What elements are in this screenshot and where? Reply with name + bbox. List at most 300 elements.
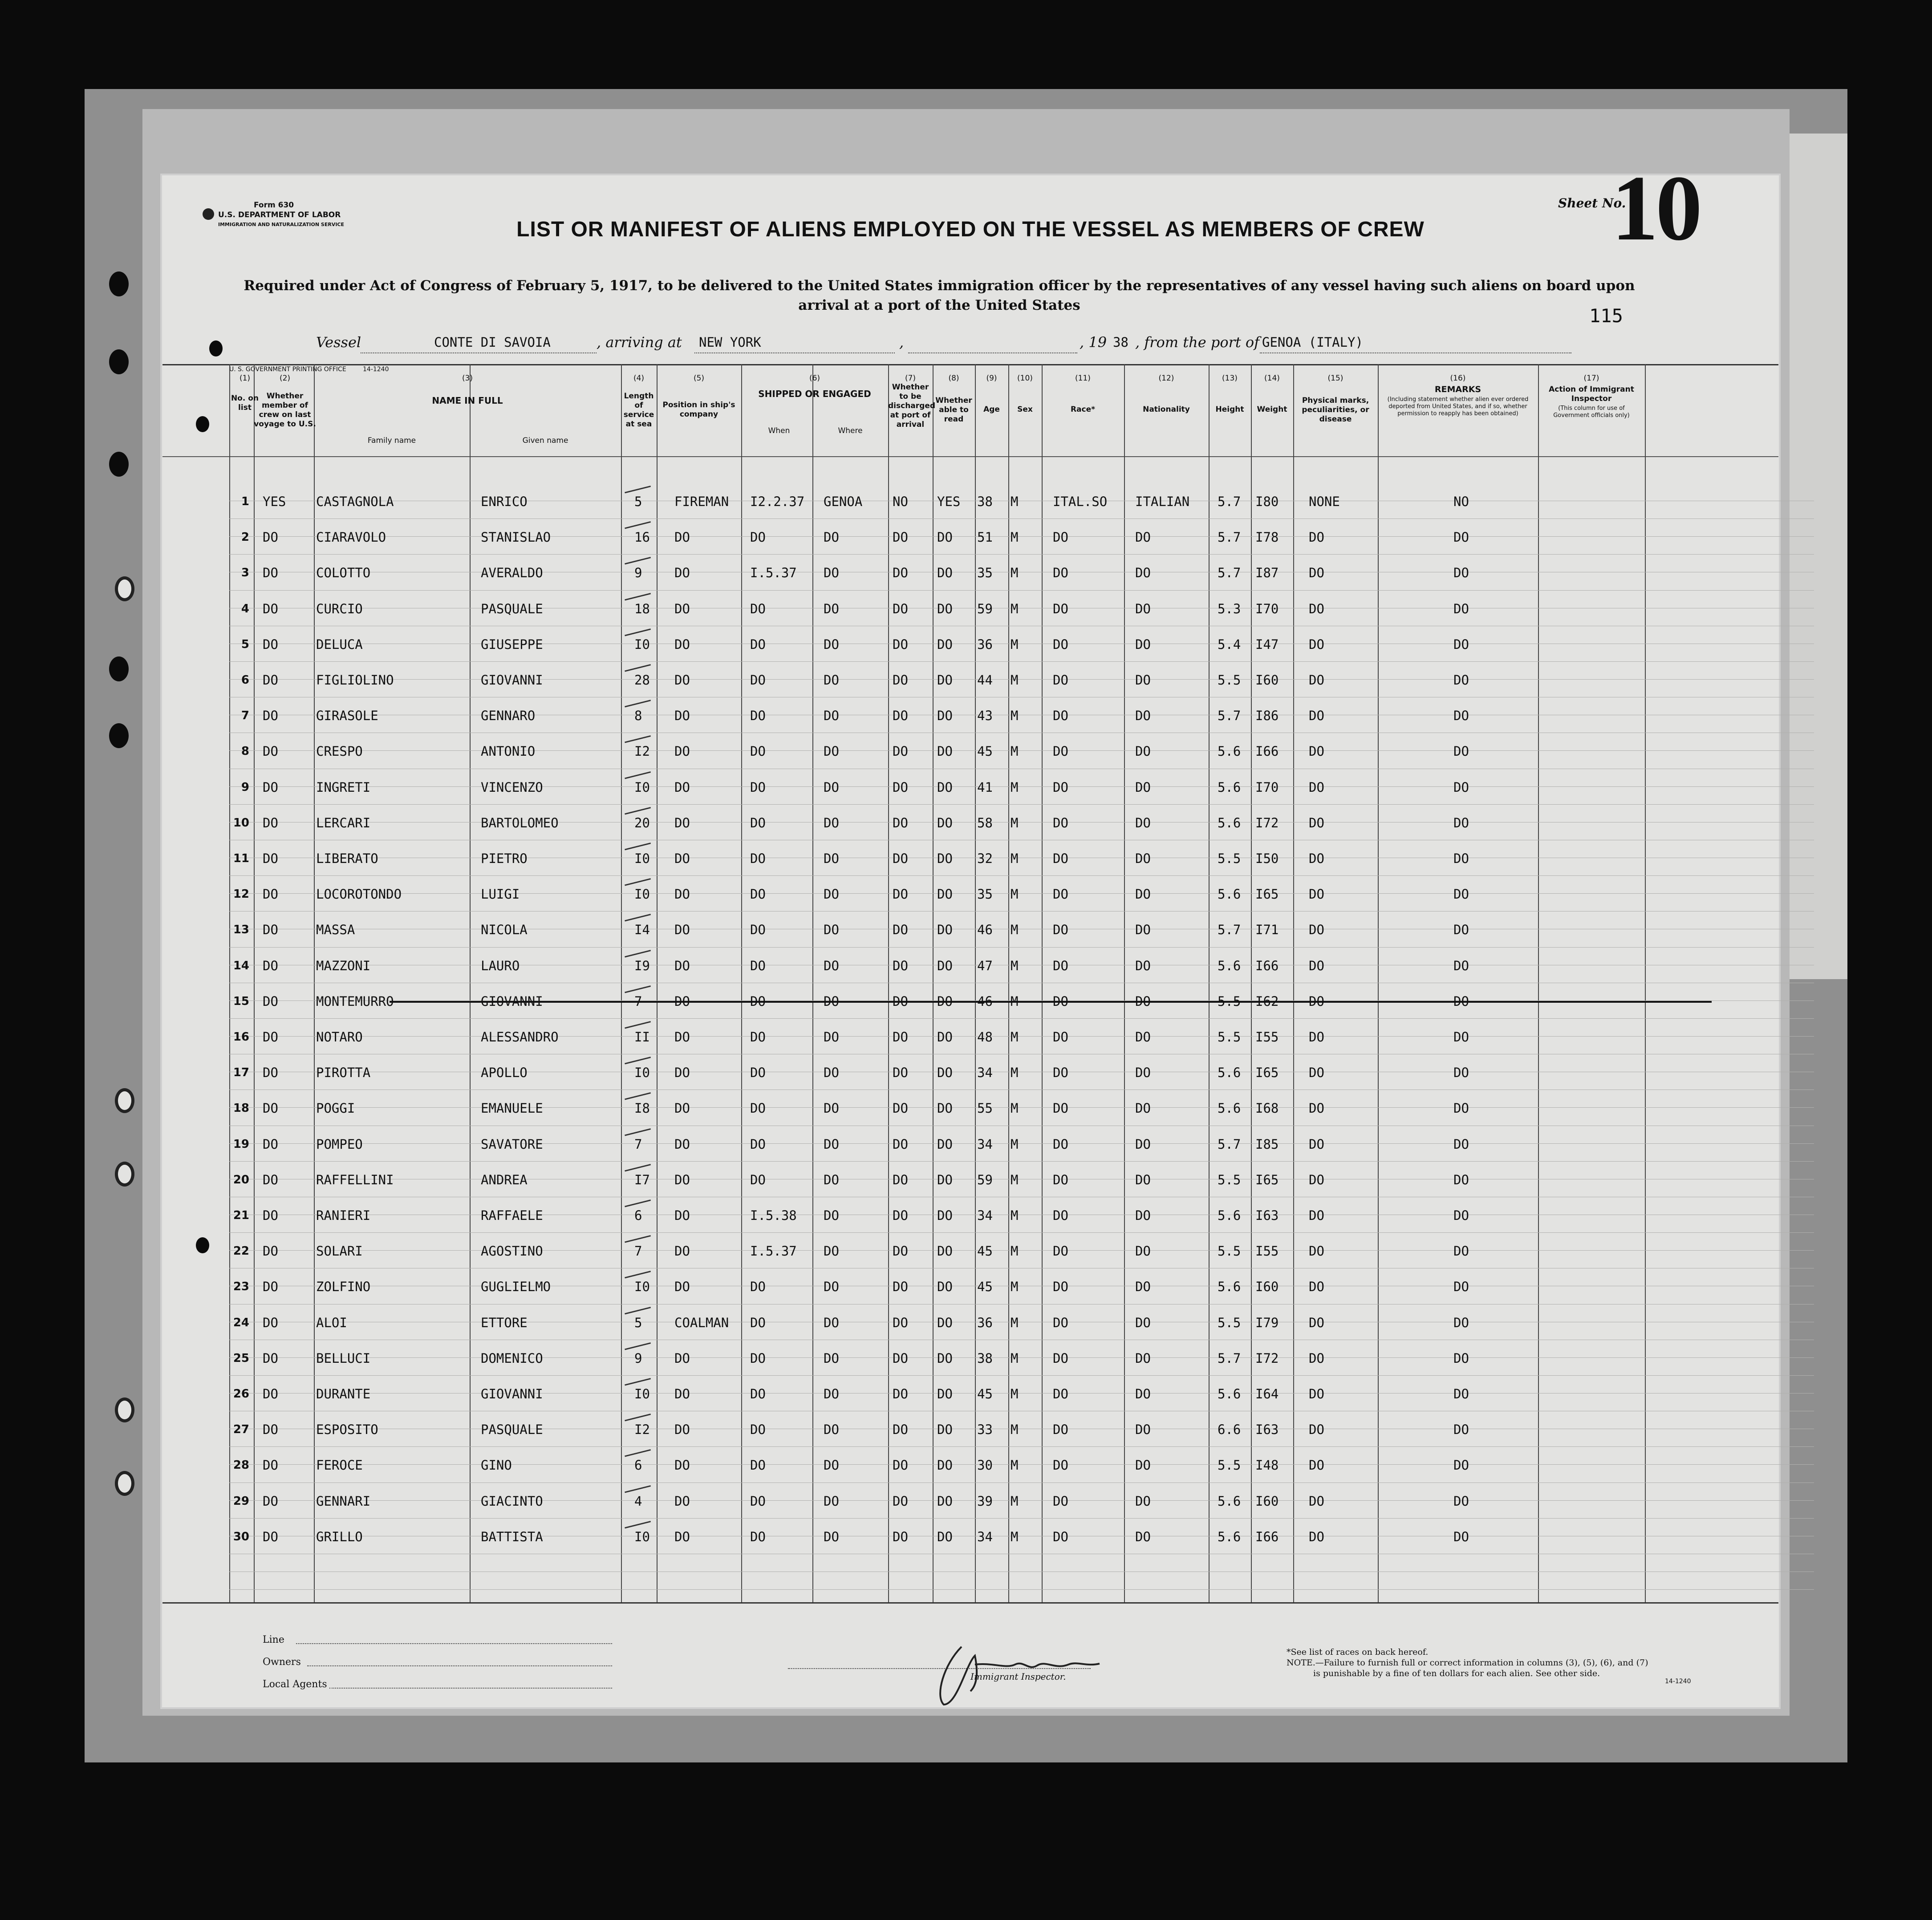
- cell-height: 5.6: [1218, 779, 1241, 795]
- cell-sex: M: [1011, 1172, 1019, 1187]
- print-office: U. S. GOVERNMENT PRINTING OFFICE: [229, 366, 346, 373]
- cell-when: I.5.38: [750, 1208, 797, 1223]
- cell-nationality: DO: [1135, 636, 1151, 652]
- cell-weight: I66: [1255, 744, 1279, 759]
- cell-service: I4: [634, 922, 650, 938]
- cell-position: DO: [674, 1458, 690, 1473]
- cell-family: DURANTE: [316, 1386, 371, 1402]
- cell-member: DO: [263, 530, 278, 545]
- col-num-9: (9): [986, 374, 997, 383]
- punch-hole: [115, 1088, 134, 1113]
- cell-marks: DO: [1309, 1244, 1324, 1259]
- cell-height: 5.6: [1218, 1279, 1241, 1295]
- vessel-name: CONTE DI SAVOIA: [434, 335, 551, 350]
- cell-weight: I72: [1255, 815, 1279, 830]
- cell-where: DO: [824, 672, 839, 688]
- agents-underline: [329, 1688, 612, 1689]
- col-num-11: (11): [1075, 374, 1091, 383]
- cell-read: DO: [937, 1208, 953, 1223]
- header-bottom-rule: [162, 456, 1778, 457]
- cell-sex: M: [1011, 708, 1019, 724]
- cell-given: LAURO: [481, 958, 520, 973]
- column-rule: [1293, 364, 1294, 1602]
- cell-when: DO: [750, 1101, 766, 1116]
- cell-given: GIOVANNI: [481, 1386, 543, 1402]
- row-rule: [229, 804, 1814, 805]
- punch-hole: [109, 452, 129, 477]
- cell-remarks: DO: [1453, 1458, 1469, 1473]
- row-number: 20: [233, 1173, 249, 1187]
- cell-family: FEROCE: [316, 1458, 363, 1473]
- cell-family: ZOLFINO: [316, 1279, 371, 1295]
- cell-marks: DO: [1309, 636, 1324, 652]
- cell-position: FIREMAN: [674, 494, 729, 509]
- cell-service: I2: [634, 1422, 650, 1438]
- cell-service: I8: [634, 1101, 650, 1116]
- cell-member: DO: [263, 1315, 278, 1330]
- cell-race: DO: [1053, 672, 1068, 688]
- cell-marks: DO: [1309, 1279, 1324, 1295]
- cell-height: 5.4: [1218, 636, 1241, 652]
- cell-when: DO: [750, 1172, 766, 1187]
- cell-nationality: DO: [1135, 1244, 1151, 1259]
- cell-position: DO: [674, 1529, 690, 1544]
- cell-family: SOLARI: [316, 1244, 363, 1259]
- reference-number: 115: [1589, 305, 1623, 327]
- cell-nationality: DO: [1135, 744, 1151, 759]
- cell-age: 34: [977, 1208, 993, 1223]
- cell-sex: M: [1011, 1458, 1019, 1473]
- cell-weight: I65: [1255, 1172, 1279, 1187]
- cell-member: DO: [263, 1029, 278, 1045]
- cell-nationality: DO: [1135, 1458, 1151, 1473]
- cell-height: 5.6: [1218, 887, 1241, 902]
- col-num-15: (15): [1327, 374, 1343, 383]
- cell-marks: DO: [1309, 922, 1324, 938]
- cell-remarks: DO: [1453, 636, 1469, 652]
- cell-service: I2: [634, 744, 650, 759]
- cell-sex: M: [1011, 958, 1019, 973]
- cell-read: DO: [937, 1529, 953, 1544]
- cell-where: DO: [824, 922, 839, 938]
- cell-read: DO: [937, 1101, 953, 1116]
- cell-member: DO: [263, 708, 278, 724]
- cell-given: GIOVANNI: [481, 993, 543, 1009]
- col-header-read: Whether able to read: [935, 396, 972, 424]
- cell-family: FIGLIOLINO: [316, 672, 394, 688]
- cell-service: 4: [634, 1493, 642, 1509]
- cell-weight: I60: [1255, 1279, 1279, 1295]
- cell-weight: I50: [1255, 851, 1279, 866]
- row-rule: [229, 875, 1814, 876]
- cell-remarks: DO: [1453, 1029, 1469, 1045]
- cell-weight: I78: [1255, 530, 1279, 545]
- cell-read: DO: [937, 993, 953, 1009]
- cell-race: DO: [1053, 1350, 1068, 1366]
- cell-sex: M: [1011, 779, 1019, 795]
- col-num-13: (13): [1222, 374, 1238, 383]
- row-rule: [229, 536, 1814, 537]
- cell-race: DO: [1053, 922, 1068, 938]
- cell-remarks: DO: [1453, 958, 1469, 973]
- cell-read: DO: [937, 744, 953, 759]
- cell-remarks: DO: [1453, 1422, 1469, 1438]
- cell-race: DO: [1053, 1458, 1068, 1473]
- cell-nationality: DO: [1135, 1315, 1151, 1330]
- cell-remarks: DO: [1453, 1386, 1469, 1402]
- cell-read: DO: [937, 530, 953, 545]
- row-number: 10: [233, 816, 249, 830]
- cell-when: DO: [750, 1136, 766, 1152]
- cell-given: EMANUELE: [481, 1101, 543, 1116]
- row-rule: [229, 1018, 1814, 1019]
- cell-weight: I60: [1255, 1493, 1279, 1509]
- cell-position: DO: [674, 601, 690, 616]
- cell-marks: DO: [1309, 672, 1324, 688]
- col-header-position: Position in ship's company: [662, 401, 735, 419]
- cell-position: DO: [674, 815, 690, 830]
- form-number: Form 630: [254, 201, 294, 210]
- cell-age: 45: [977, 1244, 993, 1259]
- row-rule: [229, 1161, 1814, 1162]
- cell-nationality: DO: [1135, 672, 1151, 688]
- cell-weight: I65: [1255, 1065, 1279, 1081]
- arriving-port: NEW YORK: [699, 335, 761, 350]
- punch-hole: [115, 1471, 134, 1496]
- cell-nationality: DO: [1135, 887, 1151, 902]
- cell-marks: DO: [1309, 601, 1324, 616]
- cell-position: DO: [674, 1172, 690, 1187]
- cell-sex: M: [1011, 851, 1019, 866]
- cell-when: DO: [750, 1422, 766, 1438]
- cell-read: YES: [937, 494, 961, 509]
- footer-note-penalty-cont: is punishable by a fine of ten dollars for each alien. See other side.: [1313, 1669, 1600, 1678]
- cell-when: DO: [750, 993, 766, 1009]
- cell-nationality: DO: [1135, 1172, 1151, 1187]
- cell-where: DO: [824, 1208, 839, 1223]
- cell-age: 45: [977, 1386, 993, 1402]
- footer-print-code: 14-1240: [1665, 1678, 1691, 1685]
- cell-member: DO: [263, 1208, 278, 1223]
- cell-age: 46: [977, 922, 993, 938]
- cell-when: DO: [750, 851, 766, 866]
- cell-read: DO: [937, 851, 953, 866]
- cell-sex: M: [1011, 815, 1019, 830]
- cell-family: LOCOROTONDO: [316, 887, 402, 902]
- cell-where: DO: [824, 601, 839, 616]
- cell-weight: I66: [1255, 1529, 1279, 1544]
- cell-marks: DO: [1309, 744, 1324, 759]
- col-num-14: (14): [1264, 374, 1280, 383]
- row-number: 19: [233, 1137, 249, 1151]
- cell-position: DO: [674, 1422, 690, 1438]
- cell-position: DO: [674, 1029, 690, 1045]
- row-number: 28: [233, 1458, 249, 1472]
- punch-hole: [115, 576, 134, 601]
- cell-read: DO: [937, 958, 953, 973]
- cell-family: POMPEO: [316, 1136, 363, 1152]
- col-num-16: (16): [1450, 374, 1466, 383]
- sheet-label: Sheet No.: [1558, 196, 1626, 211]
- column-rule: [1378, 364, 1379, 1602]
- cell-sex: M: [1011, 1386, 1019, 1402]
- cell-position: DO: [674, 636, 690, 652]
- cell-member: DO: [263, 565, 278, 581]
- cell-nationality: DO: [1135, 1279, 1151, 1295]
- row-number: 8: [241, 745, 249, 758]
- cell-when: DO: [750, 530, 766, 545]
- column-rule: [741, 364, 742, 1602]
- cell-height: 5.6: [1218, 1208, 1241, 1223]
- cell-family: RANIERI: [316, 1208, 371, 1223]
- manifest-table: [162, 356, 1778, 1602]
- col-num-2: (2): [279, 374, 291, 383]
- cell-marks: DO: [1309, 1029, 1324, 1045]
- cell-discharged: DO: [893, 1208, 908, 1223]
- cell-remarks: DO: [1453, 851, 1469, 866]
- cell-sex: M: [1011, 530, 1019, 545]
- cell-sex: M: [1011, 1279, 1019, 1295]
- cell-service: I0: [634, 1279, 650, 1295]
- cell-position: DO: [674, 672, 690, 688]
- cell-when: DO: [750, 1386, 766, 1402]
- cell-age: 44: [977, 672, 993, 688]
- cell-member: DO: [263, 636, 278, 652]
- cell-sex: M: [1011, 1029, 1019, 1045]
- cell-service: 6: [634, 1208, 642, 1223]
- cell-read: DO: [937, 1315, 953, 1330]
- cell-height: 5.7: [1218, 922, 1241, 938]
- cell-read: DO: [937, 815, 953, 830]
- cell-height: 5.5: [1218, 1244, 1241, 1259]
- cell-read: DO: [937, 672, 953, 688]
- cell-height: 5.7: [1218, 530, 1241, 545]
- cell-weight: I48: [1255, 1458, 1279, 1473]
- cell-family: POGGI: [316, 1101, 355, 1116]
- col-num-12: (12): [1158, 374, 1174, 383]
- row-rule: [229, 1500, 1814, 1501]
- cell-service: I0: [634, 1529, 650, 1544]
- from-port-underline: [1260, 352, 1571, 353]
- vessel-line: Vessel CONTE DI SAVOIA , arriving at NEW YORK , , 19 38 , from the port of GENOA (ITALY): [316, 334, 1692, 356]
- col-header-family: Family name: [367, 436, 416, 445]
- cell-discharged: DO: [893, 1065, 908, 1081]
- col-header-race: Race*: [1070, 405, 1096, 414]
- cell-weight: I87: [1255, 565, 1279, 581]
- cell-discharged: DO: [893, 601, 908, 616]
- cell-discharged: DO: [893, 1529, 908, 1544]
- cell-sex: M: [1011, 1422, 1019, 1438]
- cell-sex: M: [1011, 887, 1019, 902]
- cell-marks: DO: [1309, 1493, 1324, 1509]
- cell-when: DO: [750, 958, 766, 973]
- cell-race: DO: [1053, 1101, 1068, 1116]
- cell-read: DO: [937, 601, 953, 616]
- cell-discharged: DO: [893, 708, 908, 724]
- cell-weight: I63: [1255, 1208, 1279, 1223]
- cell-race: DO: [1053, 779, 1068, 795]
- arriving-label: , arriving at: [597, 334, 682, 351]
- cell-member: DO: [263, 601, 278, 616]
- cell-race: DO: [1053, 1136, 1068, 1152]
- cell-service: 20: [634, 815, 650, 830]
- punch-hole: [115, 1162, 134, 1187]
- punch-hole: [109, 271, 129, 296]
- cell-service: 7: [634, 1136, 642, 1152]
- cell-age: 46: [977, 993, 993, 1009]
- cell-height: 5.6: [1218, 815, 1241, 830]
- cell-height: 5.6: [1218, 744, 1241, 759]
- cell-age: 48: [977, 1029, 993, 1045]
- back-sheet-edge: [1781, 134, 1847, 979]
- cell-service: I7: [634, 1172, 650, 1187]
- cell-when: I.5.37: [750, 1244, 797, 1259]
- cell-read: DO: [937, 1386, 953, 1402]
- vessel-underline: [361, 352, 597, 353]
- row-number: 24: [233, 1316, 249, 1329]
- cell-age: 38: [977, 1350, 993, 1366]
- cell-given: ETTORE: [481, 1315, 528, 1330]
- punch-hole: [109, 349, 129, 374]
- cell-read: DO: [937, 887, 953, 902]
- cell-read: DO: [937, 1244, 953, 1259]
- cell-remarks: DO: [1453, 708, 1469, 724]
- cell-marks: DO: [1309, 1422, 1324, 1438]
- cell-marks: DO: [1309, 993, 1324, 1009]
- cell-service: I0: [634, 851, 650, 866]
- cell-discharged: DO: [893, 1458, 908, 1473]
- col-header-height: Height: [1215, 405, 1244, 414]
- cell-member: DO: [263, 1422, 278, 1438]
- cell-family: PIROTTA: [316, 1065, 371, 1081]
- column-rule: [1645, 364, 1646, 1602]
- cell-family: MAZZONI: [316, 958, 371, 973]
- col-header-nationality: Nationality: [1143, 405, 1190, 414]
- row-rule: [229, 661, 1814, 662]
- cell-race: DO: [1053, 1315, 1068, 1330]
- cell-remarks: DO: [1453, 1529, 1469, 1544]
- cell-weight: I80: [1255, 494, 1279, 509]
- cell-weight: I63: [1255, 1422, 1279, 1438]
- cell-nationality: DO: [1135, 601, 1151, 616]
- cell-remarks: DO: [1453, 1350, 1469, 1366]
- cell-family: GRILLO: [316, 1529, 363, 1544]
- col-num-10: (10): [1017, 374, 1033, 383]
- row-number: 29: [233, 1494, 249, 1508]
- cell-race: DO: [1053, 815, 1068, 830]
- cell-weight: I64: [1255, 1386, 1279, 1402]
- cell-marks: DO: [1309, 779, 1324, 795]
- sheet-number: 10: [1611, 157, 1700, 260]
- cell-service: I0: [634, 887, 650, 902]
- row-number: 15: [233, 994, 249, 1008]
- department-name: U.S. DEPARTMENT OF LABOR: [218, 211, 341, 219]
- cell-age: 45: [977, 744, 993, 759]
- cell-member: DO: [263, 1458, 278, 1473]
- cell-discharged: DO: [893, 1386, 908, 1402]
- cell-given: AGOSTINO: [481, 1244, 543, 1259]
- cell-height: 5.6: [1218, 1529, 1241, 1544]
- cell-given: VINCENZO: [481, 779, 543, 795]
- row-number: 13: [233, 923, 249, 937]
- cell-position: DO: [674, 1350, 690, 1366]
- cell-race: DO: [1053, 1065, 1068, 1081]
- cell-age: 43: [977, 708, 993, 724]
- cell-marks: DO: [1309, 1458, 1324, 1473]
- cell-race: DO: [1053, 1029, 1068, 1045]
- cell-nationality: DO: [1135, 708, 1151, 724]
- cell-discharged: DO: [893, 851, 908, 866]
- cell-member: DO: [263, 1529, 278, 1544]
- cell-read: DO: [937, 1458, 953, 1473]
- cell-age: 38: [977, 494, 993, 509]
- cell-position: DO: [674, 744, 690, 759]
- cell-marks: DO: [1309, 1529, 1324, 1544]
- cell-family: DELUCA: [316, 636, 363, 652]
- cell-read: DO: [937, 636, 953, 652]
- cell-position: DO: [674, 993, 690, 1009]
- cell-nationality: DO: [1135, 1386, 1151, 1402]
- cell-given: GIACINTO: [481, 1493, 543, 1509]
- cell-service: I0: [634, 779, 650, 795]
- cell-given: ANDREA: [481, 1172, 528, 1187]
- cell-given: NICOLA: [481, 922, 528, 938]
- row-rule: [229, 1250, 1814, 1251]
- cell-when: DO: [750, 1493, 766, 1509]
- column-rule: [888, 364, 889, 1602]
- col-header-member: Whether member of crew on last voyage to U.S.: [254, 392, 316, 429]
- cell-height: 5.5: [1218, 851, 1241, 866]
- row-number: 16: [233, 1030, 249, 1044]
- cell-discharged: NO: [893, 494, 908, 509]
- cell-discharged: DO: [893, 1136, 908, 1152]
- row-number: 1: [241, 495, 249, 508]
- cell-given: BATTISTA: [481, 1529, 543, 1544]
- cell-sex: M: [1011, 494, 1019, 509]
- col-header-marks: Physical marks, peculiarities, or disease: [1302, 396, 1369, 424]
- cell-remarks: DO: [1453, 744, 1469, 759]
- cell-read: DO: [937, 1029, 953, 1045]
- cell-discharged: DO: [893, 530, 908, 545]
- cell-sex: M: [1011, 1350, 1019, 1366]
- cell-member: DO: [263, 851, 278, 866]
- cell-position: DO: [674, 779, 690, 795]
- cell-when: DO: [750, 1458, 766, 1473]
- cell-discharged: DO: [893, 1493, 908, 1509]
- cell-age: 33: [977, 1422, 993, 1438]
- cell-where: DO: [824, 708, 839, 724]
- cell-discharged: DO: [893, 958, 908, 973]
- cell-where: DO: [824, 958, 839, 973]
- cell-discharged: DO: [893, 1101, 908, 1116]
- page-subtitle: Required under Act of Congress of February 5, 1917, to be delivered to the United States immigration officer by the representatives of any vessel having such aliens on board upon arrival at a port of the United States: [244, 278, 1635, 313]
- cell-weight: I79: [1255, 1315, 1279, 1330]
- cell-remarks: DO: [1453, 530, 1469, 545]
- cell-sex: M: [1011, 565, 1019, 581]
- cell-age: 59: [977, 601, 993, 616]
- cell-given: ALESSANDRO: [481, 1029, 559, 1045]
- row-number: 17: [233, 1066, 249, 1080]
- cell-member: DO: [263, 958, 278, 973]
- cell-weight: I60: [1255, 672, 1279, 688]
- cell-race: DO: [1053, 1386, 1068, 1402]
- cell-nationality: DO: [1135, 1136, 1151, 1152]
- cell-height: 6.6: [1218, 1422, 1241, 1438]
- cell-remarks: DO: [1453, 1136, 1469, 1152]
- cell-given: GIUSEPPE: [481, 636, 543, 652]
- cell-height: 5.7: [1218, 708, 1241, 724]
- cell-discharged: DO: [893, 1172, 908, 1187]
